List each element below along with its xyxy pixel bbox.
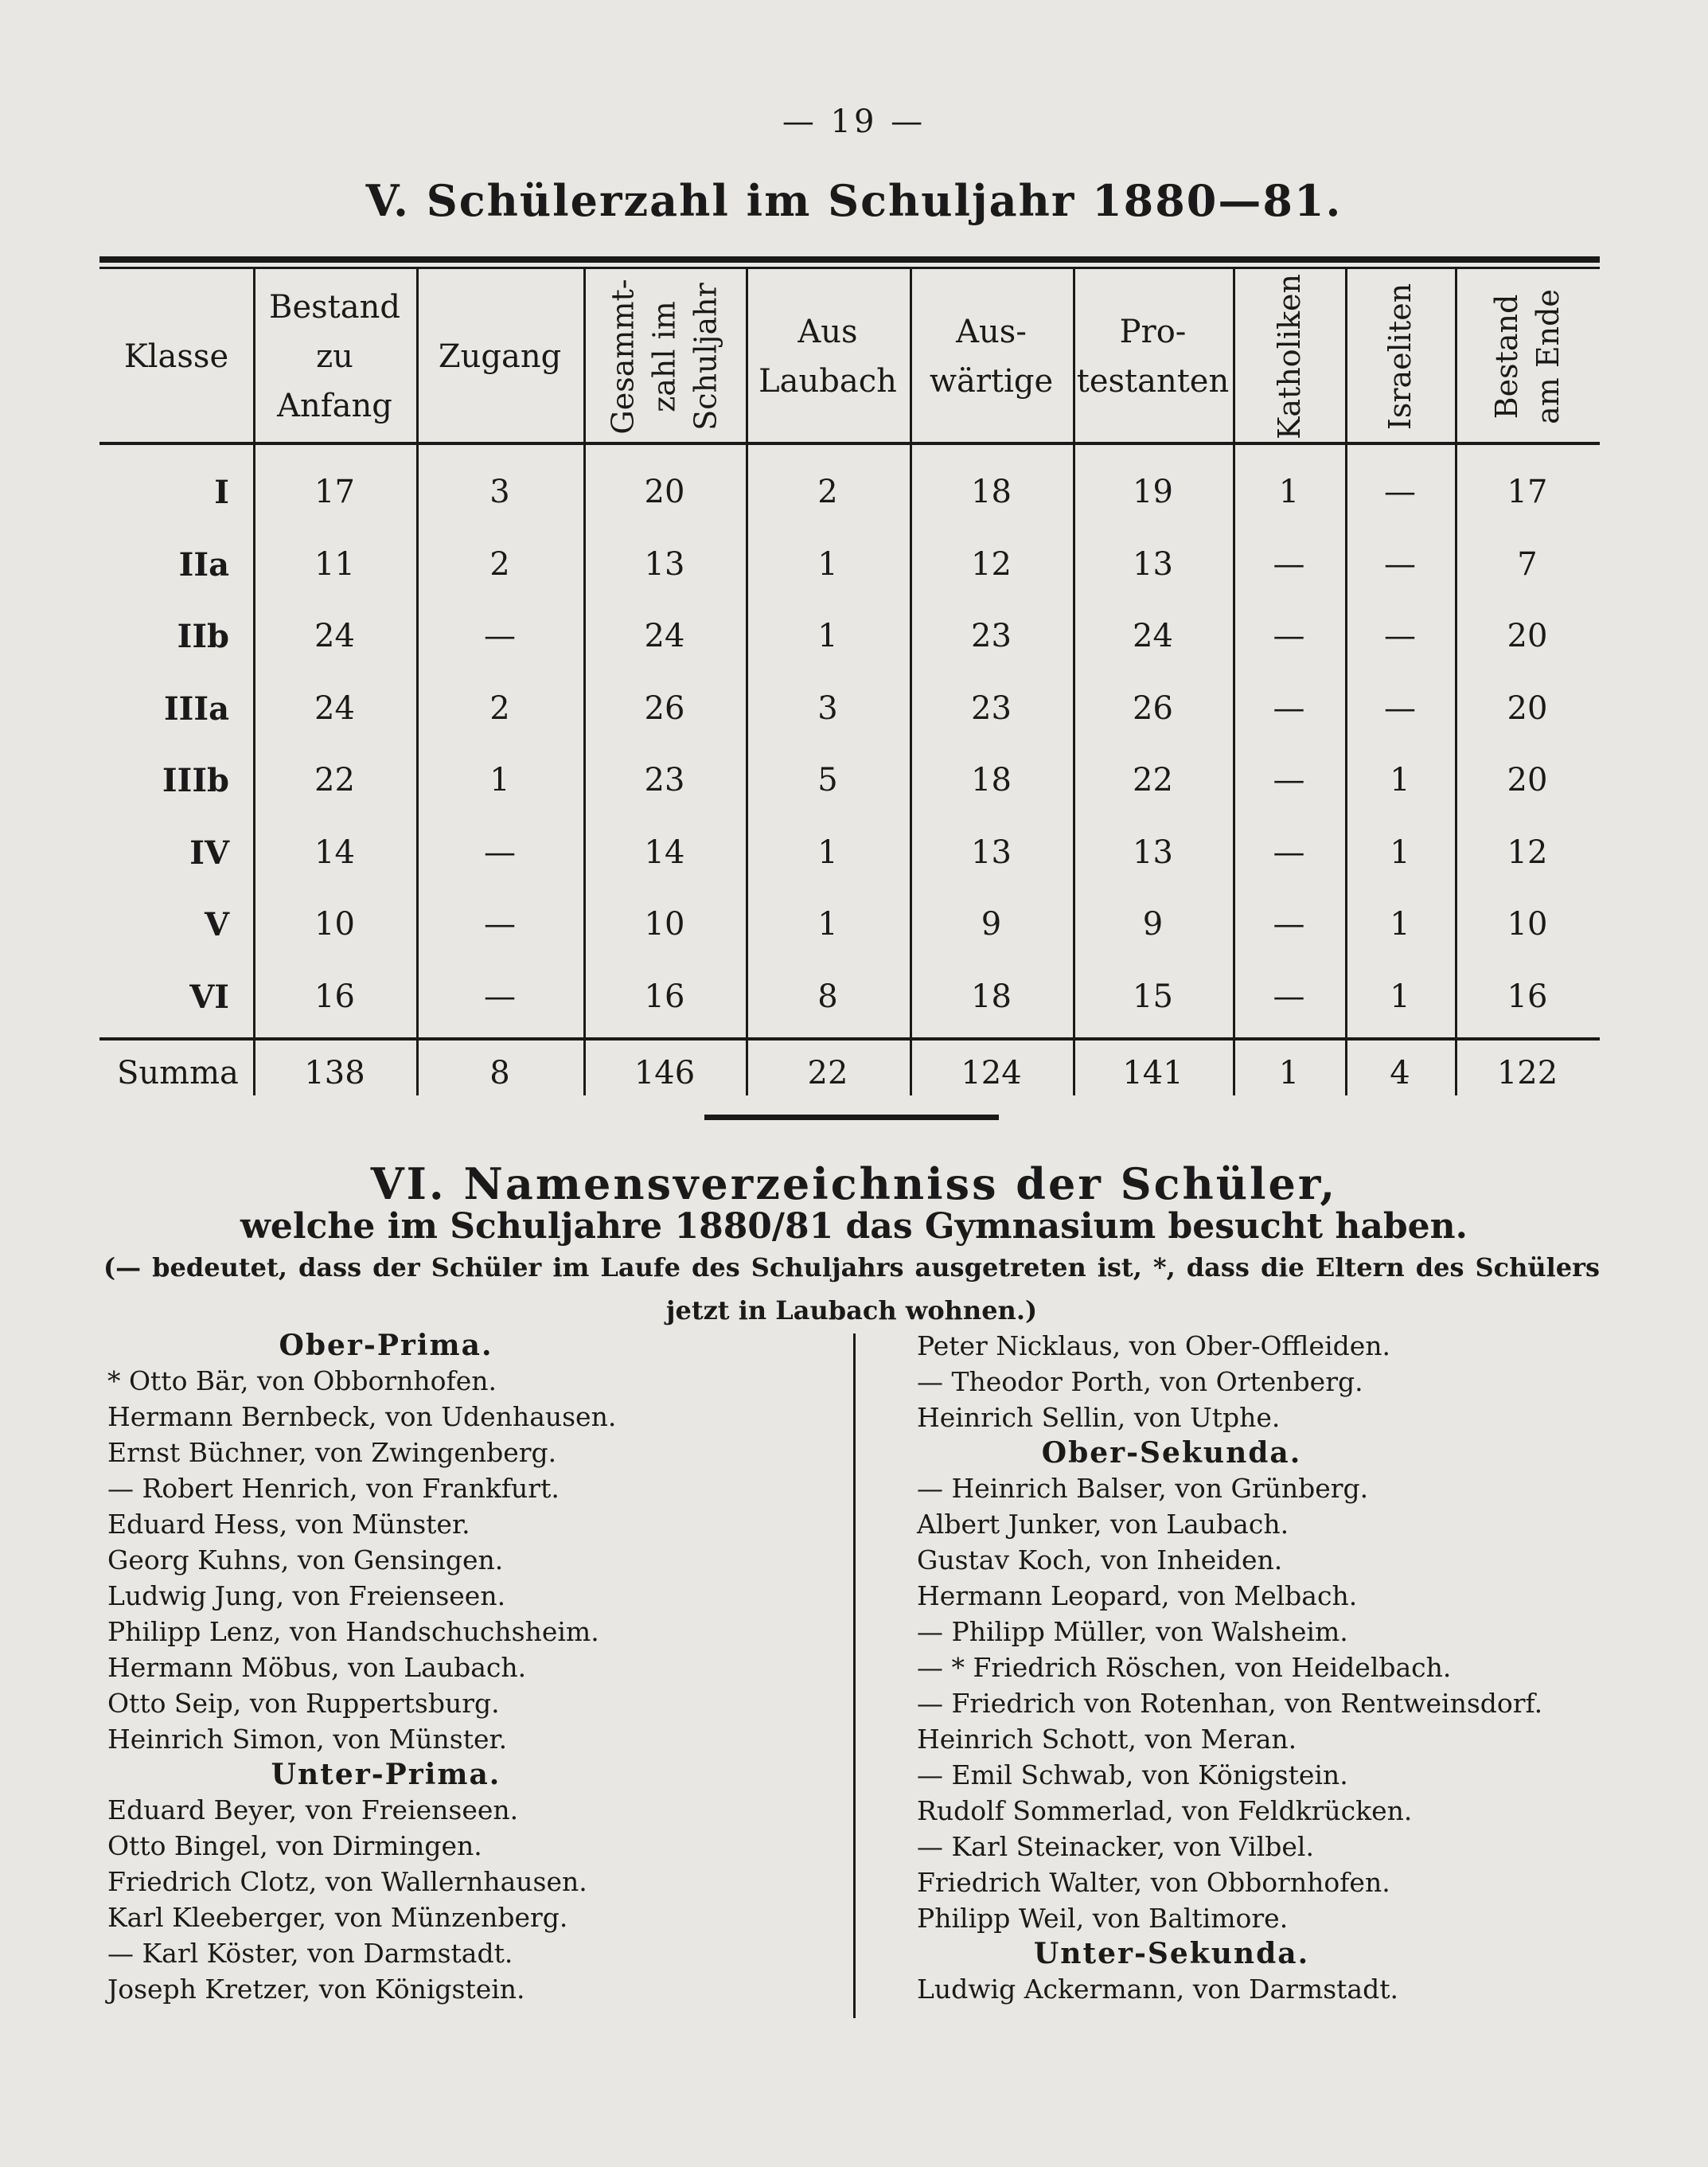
section-note: (— bedeutet, dass der Schüler im Laufe des Schuljahrs ausgetreten ist, *, dass die Eltern des Schülers jetzt in Laubach wohnen.) — [103, 1252, 1600, 1326]
header-gesamtzahl-line: Schuljahr — [688, 282, 723, 431]
student-entry: Rudolf Sommerlad, von Feldkrücken. — [917, 1795, 1413, 1826]
table-cell: 18 — [971, 474, 1012, 510]
table-cell: — — [484, 834, 516, 871]
table-cell: — — [1273, 906, 1305, 943]
student-entry: Hermann Leopard, von Melbach. — [917, 1580, 1358, 1611]
student-entry: — Karl Steinacker, von Vilbel. — [917, 1831, 1314, 1862]
class-section-heading: Ober-Prima. — [279, 1329, 493, 1362]
student-entry: Hermann Möbus, von Laubach. — [107, 1652, 527, 1683]
header-protestanten-line: Pro- — [1119, 313, 1187, 350]
student-entry: Albert Junker, von Laubach. — [917, 1509, 1289, 1540]
table-cell: 24 — [1133, 618, 1173, 654]
table-cell: 15 — [1133, 978, 1173, 1015]
header-protestanten-line: testanten — [1076, 362, 1230, 400]
student-entry: Heinrich Sellin, von Utphe. — [917, 1402, 1281, 1433]
table-top-rule-thin — [99, 267, 1600, 269]
student-entry: — * Friedrich Röschen, von Heidelbach. — [917, 1652, 1452, 1683]
header-israeliten-text — [1379, 283, 1421, 429]
header-katholiken-text — [1269, 274, 1310, 439]
student-entry: — Heinrich Balser, von Grünberg. — [917, 1473, 1369, 1504]
table-cell: 13 — [644, 545, 685, 583]
table-cell: 26 — [1133, 689, 1173, 727]
header-bestand-ende-line: Bestand — [1488, 294, 1524, 419]
row-class-label: IV — [189, 834, 229, 872]
header-gesamtzahl — [583, 271, 746, 442]
student-entry: — Karl Köster, von Darmstadt. — [107, 1938, 513, 1969]
student-entry: Friedrich Clotz, von Wallernhausen. — [107, 1866, 587, 1897]
table-cell: — — [1273, 978, 1305, 1015]
student-entry: Heinrich Schott, von Meran. — [917, 1724, 1297, 1755]
table-cell: 5 — [817, 762, 838, 798]
table-cell: — — [484, 906, 516, 943]
table-cell: 2 — [489, 545, 510, 583]
summa-cell: 4 — [1390, 1055, 1410, 1091]
student-entry: — Robert Henrich, von Frankfurt. — [107, 1473, 560, 1504]
student-entry: Ernst Büchner, von Zwingenberg. — [107, 1437, 557, 1468]
table-cell: 1 — [817, 834, 838, 871]
header-aus-laubach-line: Laubach — [758, 362, 897, 400]
header-klasse-line: Klasse — [123, 338, 229, 375]
row-class-label: IIIa — [163, 689, 229, 728]
student-entry: — Theodor Porth, von Ortenberg. — [917, 1366, 1363, 1397]
student-entry: Friedrich Walter, von Obbornhofen. — [917, 1867, 1390, 1898]
summa-cell: 22 — [807, 1055, 848, 1091]
table-cell: 1 — [1278, 474, 1300, 510]
student-entry: — Philipp Müller, von Walsheim. — [917, 1616, 1348, 1647]
student-entry: — Emil Schwab, von Königstein. — [917, 1759, 1348, 1790]
table-cell: 2 — [489, 689, 510, 727]
header-israeliten-line: Israeliten — [1382, 283, 1418, 430]
header-bestand-anfang — [253, 271, 416, 442]
summa-cell: 8 — [489, 1055, 510, 1091]
class-section-heading: Unter-Sekunda. — [1033, 1937, 1310, 1970]
table-cell: 16 — [644, 978, 685, 1015]
table-cell: — — [1384, 474, 1416, 510]
student-entry: Eduard Beyer, von Freienseen. — [107, 1794, 519, 1825]
table-cell: — — [1273, 834, 1305, 871]
table-cell: 10 — [644, 906, 685, 943]
section-title: VI. Namensverzeichniss der Schüler, — [370, 1158, 1338, 1209]
summa-cell: 1 — [1278, 1055, 1300, 1091]
summa-label: Summa — [117, 1055, 239, 1091]
table-cell: — — [1384, 618, 1416, 654]
class-section-heading: Ober-Sekunda. — [1041, 1436, 1302, 1470]
table-cell: 24 — [314, 618, 355, 654]
row-class-label: IIb — [177, 618, 229, 655]
header-bestand-ende-text — [1486, 289, 1569, 424]
header-bestand-anfang-line: Anfang — [277, 387, 392, 424]
table-cell: 14 — [644, 834, 685, 871]
header-bestand-ende-line: am Ende — [1530, 288, 1566, 424]
table-cell: 1 — [489, 762, 510, 798]
header-bottom-rule — [99, 442, 1600, 445]
table-cell: 1 — [1390, 906, 1410, 943]
table-cell: 20 — [1507, 762, 1548, 798]
header-israeliten — [1345, 271, 1455, 442]
table-cell: 20 — [1507, 618, 1548, 654]
right-name-column — [917, 1328, 1543, 2007]
header-aus-laubach-line: Aus — [797, 313, 858, 350]
table-cell: 13 — [1133, 545, 1173, 583]
table-cell: 18 — [971, 978, 1012, 1015]
summa-cell: 141 — [1122, 1055, 1184, 1091]
table-cell: 23 — [971, 618, 1012, 654]
table-cell: — — [484, 618, 516, 654]
summa-cell: 146 — [634, 1055, 696, 1091]
table-cell: 19 — [1133, 474, 1173, 510]
table-cell: 3 — [489, 474, 510, 510]
column-separator — [853, 1333, 856, 2018]
table-cell: 1 — [817, 618, 838, 654]
header-zugang-line: Zugang — [438, 338, 562, 375]
header-auswaertige-line: Aus- — [956, 313, 1027, 350]
header-protestanten — [1073, 271, 1233, 442]
table-cell: — — [1273, 762, 1305, 798]
student-entry: * Otto Bär, von Obbornhofen. — [107, 1365, 497, 1396]
summa-cell: 138 — [304, 1055, 365, 1091]
table-cell: 24 — [644, 618, 685, 654]
left-name-column — [107, 1328, 665, 2007]
table-cell: 3 — [817, 689, 838, 727]
table-cell: 23 — [644, 762, 685, 798]
table-cell: 1 — [1390, 834, 1410, 871]
table-cell: 16 — [1507, 978, 1548, 1015]
table-cell: 2 — [817, 474, 838, 510]
student-entry: Otto Seip, von Ruppertsburg. — [107, 1688, 500, 1719]
table-cell: 8 — [817, 978, 838, 1015]
table-cell: 18 — [971, 762, 1012, 798]
table-top-rule-thick — [99, 256, 1600, 263]
header-gesamtzahl-line: Gesammt- — [606, 278, 641, 435]
header-katholiken — [1233, 271, 1345, 442]
table-cell: 17 — [314, 474, 355, 510]
table-cell: 13 — [971, 834, 1012, 871]
table-cell: 24 — [314, 689, 355, 727]
header-gesamtzahl-text — [602, 279, 727, 434]
row-class-label: IIIb — [162, 762, 229, 799]
student-entry: Hermann Bernbeck, von Udenhausen. — [107, 1401, 617, 1432]
header-klasse — [99, 271, 253, 442]
table-cell: 11 — [314, 545, 355, 583]
student-entry: Georg Kuhns, von Gensingen. — [107, 1544, 504, 1575]
student-entry: Eduard Hess, von Münster. — [107, 1509, 470, 1540]
table-cell: 17 — [1507, 474, 1548, 510]
table-cell: 14 — [314, 834, 355, 871]
header-auswaertige-line: wärtige — [929, 362, 1054, 400]
class-section-heading: Unter-Prima. — [271, 1758, 501, 1791]
table-title: V. Schülerzahl im Schuljahr 1880—81. — [365, 175, 1343, 226]
table-cell: — — [1384, 545, 1416, 583]
summa-cell: 124 — [961, 1055, 1022, 1091]
table-cell: 13 — [1133, 834, 1173, 871]
table-cell: — — [1273, 618, 1305, 654]
table-cell: 9 — [1142, 906, 1164, 943]
page-number: — 19 — — [782, 103, 926, 140]
row-class-label: VI — [189, 978, 229, 1016]
header-aus-laubach — [746, 271, 910, 442]
table-cell: 9 — [981, 906, 1002, 943]
table-cell: — — [1273, 689, 1305, 727]
table-cell: 23 — [971, 689, 1012, 727]
table-cell: 26 — [644, 689, 685, 727]
student-entry: — Friedrich von Rotenhan, von Rentweinsdorf. — [917, 1688, 1543, 1719]
summa-cell: 122 — [1496, 1055, 1558, 1091]
table-cell: 20 — [644, 474, 685, 510]
header-katholiken-line: Katholiken — [1271, 273, 1307, 439]
table-cell: 10 — [314, 906, 355, 943]
student-entry: Karl Kleeberger, von Münzenberg. — [107, 1902, 568, 1933]
student-entry: Philipp Weil, von Baltimore. — [917, 1903, 1289, 1934]
student-entry: Joseph Kretzer, von Königstein. — [107, 1974, 525, 2005]
header-zugang — [416, 271, 583, 442]
student-entry: Peter Nicklaus, von Ober-Offleiden. — [917, 1330, 1391, 1361]
section-subtitle: welche im Schuljahre 1880/81 das Gymnasium besucht haben. — [240, 1206, 1468, 1247]
student-entry: Philipp Lenz, von Handschuchsheim. — [107, 1616, 599, 1647]
table-cell: 20 — [1507, 689, 1548, 727]
table-cell: 22 — [1133, 762, 1173, 798]
table-cell: 12 — [971, 545, 1012, 583]
table-cell: 1 — [817, 906, 838, 943]
table-cell: — — [1384, 689, 1416, 727]
table-cell: — — [484, 978, 516, 1015]
section-divider — [704, 1115, 999, 1120]
table-cell: 22 — [314, 762, 355, 798]
row-class-label: I — [214, 474, 229, 511]
header-auswaertige — [910, 271, 1073, 442]
row-class-label: IIa — [178, 545, 229, 584]
header-bestand-anfang-line: Bestand — [269, 288, 400, 326]
row-class-label: V — [204, 906, 229, 943]
table-cell: 10 — [1507, 906, 1548, 943]
header-bestand-anfang-line: zu — [316, 338, 353, 375]
table-cell: 1 — [1390, 978, 1410, 1015]
summa-top-rule — [99, 1037, 1600, 1041]
table-cell: 7 — [1517, 545, 1538, 583]
table-cell: 1 — [817, 545, 838, 583]
table-cell: 12 — [1507, 834, 1548, 871]
table-cell: 16 — [314, 978, 355, 1015]
student-entry: Otto Bingel, von Dirmingen. — [107, 1830, 482, 1861]
table-cell: — — [1273, 545, 1305, 583]
header-bestand-ende — [1455, 271, 1600, 442]
student-entry: Gustav Koch, von Inheiden. — [917, 1544, 1283, 1575]
student-entry: Ludwig Jung, von Freienseen. — [107, 1580, 506, 1611]
header-gesamtzahl-line: zahl im — [647, 300, 682, 412]
student-entry: Ludwig Ackermann, von Darmstadt. — [917, 1974, 1398, 2005]
student-entry: Heinrich Simon, von Münster. — [107, 1724, 508, 1755]
table-cell: 1 — [1390, 762, 1410, 798]
